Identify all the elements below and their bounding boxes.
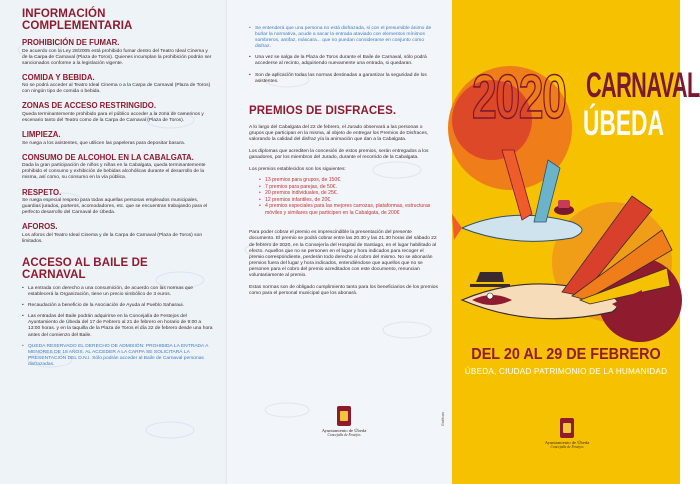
prizes-diplomas: Los diplomas que acrediten la concesión de estos premios, serán entregados a los ganadores, por los miembros del Jurado, durante el recorrido de la Cabalgata. bbox=[249, 149, 429, 161]
list-item: • Una vez se salga de la Plaza de Toros durante el Baile de Carnaval, sólo podrá accederse al recinto, adquiriendo nuevamente una entrada, si quedaran. bbox=[249, 55, 438, 67]
seal-title: Ayuntamiento de Úbeda bbox=[321, 428, 367, 433]
section-text: Dada la gran participación de niños y niñas en la Cabalgata, queda terminantemente prohibido el consumo y exhibición de bebidas alcohólicas durante el desarrollo de la misma, así como, su consumo en la vía pública. bbox=[22, 163, 206, 181]
section-title: LIMPIEZA. bbox=[22, 130, 61, 140]
prize-item: • 12 premios infantiles, de 20€. bbox=[259, 197, 438, 204]
list-item: • Son de aplicación todas las normas destinadas a garantizar la seguridad de los asistentes. bbox=[249, 73, 438, 85]
cover-year: 2020 bbox=[472, 63, 566, 132]
section-restricted bbox=[22, 101, 214, 124]
cover-panel bbox=[452, 0, 700, 484]
prizes-list bbox=[259, 177, 438, 216]
section-title: AFOROS. bbox=[22, 222, 58, 232]
prizes-heading: PREMIOS DE DISFRACES. bbox=[249, 104, 397, 117]
section-cleaning bbox=[22, 130, 214, 147]
list-item: • La entrada con derecho a una consumición, de acuerdo con las normas que establecerá la Organización, tiene un precio simbólico de 3 euros. bbox=[22, 286, 214, 298]
printer-credit: Gráficas bbox=[441, 412, 445, 427]
info-heading: INFORMACIÓN COMPLEMENTARIA bbox=[22, 8, 133, 32]
list-item: • Recaudación a beneficio de la Asociación de Ayuda al Pueblo Saharaui. bbox=[22, 303, 214, 309]
list-item: • Se entenderá que una persona no está disfrazada, si con el presumible ánimo de burlar la normativa, acude a sacar la entrada ataviado con elementos mínimos sombreros, antifaz, máscara... que no puedan considerarse en conjunto como disfraz. bbox=[249, 26, 438, 50]
city-seal-cover bbox=[522, 418, 612, 449]
prize-item: • 20 premios individuales, de 25€. bbox=[259, 190, 438, 197]
section-text: De acuerdo con la Ley 28/2005 está prohibido fumar dentro del Teatro Ideal Cinema y de la Carpa de Carnaval (Plaza de Toros). Quienes incumplan la prohibición podrán ser sancionados conforme a la legislación vigente. bbox=[22, 48, 212, 66]
section-text: Se ruega a los asistentes, que utilicen las papeleras para depositar basura. bbox=[22, 140, 186, 146]
cover-dates: DEL 20 AL 29 DE FEBRERO bbox=[471, 346, 661, 363]
prizes-collection: Para poder cobrar el premio es imprescindible la presentación del presente documento. El premio se podrá cobrar entre las 20.30 y las 21.30 horas del sábado 22 de febrero de 2020, en la Consejería del Hospital de Santiago, en el lugar habilitado al efecto. Aquellos que no se personen en el lugar y hora indicados para recoger el premio correspondiente, perderán todo derecho al cobro del mismo. No se abonarán premios fuera del lugar y hora indicados, entendiéndose que aquellos que no se personen para el cobro del premio acreditados con este documento, renuncian voluntariamente al premio. bbox=[249, 230, 437, 278]
section-capacity bbox=[22, 222, 214, 245]
seal-subtitle: Concejalía de Festejos bbox=[550, 445, 584, 449]
cover-city: ÚBEDA bbox=[583, 104, 664, 143]
section-respect bbox=[22, 188, 214, 217]
seal-title: Ayuntamiento de Úbeda bbox=[544, 440, 590, 445]
ball-heading: ACCESO AL BAILE DE CARNAVAL bbox=[22, 257, 148, 281]
prizes-intro: A lo largo del Cabalgata del 22 de febrero, el Jurado observará a las personas o grupos que participan en la misma, al objeto de entregar los Premios de Disfraces, valorando la calidad del disfraz y/a la animación que dan a la Cabalgata. bbox=[249, 124, 429, 142]
section-text: No se podrá acceder al Teatro Ideal Cinema o a la Carpa de Carnaval (Plaza de Toros) con ningún tipo de comida o bebida. bbox=[22, 83, 211, 95]
list-item: • QUEDA RESERVADO EL DERECHO DE ADMISIÓN: PROHIBIDA LA ENTRADA A MENORES DE 18 AÑOS. AL ACCEDER A LA CARPA SE SOLICITARÁ LA PRESENTACIÓN DEL D.N.I. Sólo podrán acceder al Baile de Carnaval personas disfrazadas. bbox=[22, 344, 214, 368]
section-alcohol bbox=[22, 153, 214, 182]
section-text: Los aforos del Teatro Ideal Cinema y de la Carpa de Carnaval (Plaza de Toros) son limitados. bbox=[22, 232, 203, 244]
coat-of-arms-icon bbox=[560, 418, 574, 438]
cover-heritage: ÚBEDA, CIUDAD PATRIMONIO DE LA HUMANIDAD bbox=[464, 367, 668, 376]
section-text: Queda terminantemente prohibido para el público acceder a la zona de camerinos y escenario tanto del Teatro como de la Carpa de Carnaval (Plaza de Toros). bbox=[22, 111, 204, 124]
left-content bbox=[0, 0, 226, 484]
section-food bbox=[22, 73, 214, 96]
section-title: COMIDA Y BEBIDA. bbox=[22, 72, 95, 82]
cover-title: CARNAVAL bbox=[586, 66, 700, 105]
coat-of-arms-icon bbox=[337, 406, 351, 426]
list-item: • Las entradas del Baile podrán adquirirse en la Concejalía de Festejos del Ayuntamiento de Úbeda del 17 de Febrero al 21 de febrero en horario de 9:00 a 13:00 horas. y en la taquilla de la Plaza de Toros el día 22 de febrero desde una hora antes del comienzo del Baile. bbox=[22, 314, 214, 338]
section-text: Se ruega especial respeto para todas aquellas personas empleados municipales, guardias jurados, porteros, acomodadores, etc. que se encuentran trabajando para el perfecto desarrollo del Carnaval de Úbeda. bbox=[22, 198, 208, 216]
section-smoking bbox=[22, 38, 214, 67]
section-title: RESPETO. bbox=[22, 187, 62, 197]
left-panel bbox=[0, 0, 226, 484]
section-title: ZONAS DE ACCESO RESTRINGIDO. bbox=[22, 101, 157, 111]
prize-item: • 7 premios para parejas, de 50€. bbox=[259, 184, 438, 191]
seal-subtitle: Concejalía de Festejos bbox=[327, 433, 361, 437]
prizes-list-label: Los premios establecidos son los siguientes: bbox=[249, 167, 346, 173]
section-title: PROHIBICIÓN DE FUMAR. bbox=[22, 38, 120, 47]
city-seal bbox=[299, 406, 389, 437]
ball-rules-list bbox=[22, 286, 214, 368]
prize-item: • 4 premios especiales para las mejores carrozas, plataformas, estructuras móviles y similares que participen en la Cabalgata, de 200€ bbox=[259, 203, 438, 216]
prize-item: • 13 premios para grupos, de 150€. bbox=[259, 177, 438, 184]
section-title: CONSUMO DE ALCOHOL EN LA CABALGATA. bbox=[22, 152, 194, 162]
ball-rules-continued bbox=[249, 26, 438, 85]
middle-panel bbox=[226, 0, 452, 484]
prizes-compliance: Estas normas son de obligado cumplimiento tanto para los beneficiarios de los premios como para el personal municipal que los abonará. bbox=[249, 285, 438, 297]
